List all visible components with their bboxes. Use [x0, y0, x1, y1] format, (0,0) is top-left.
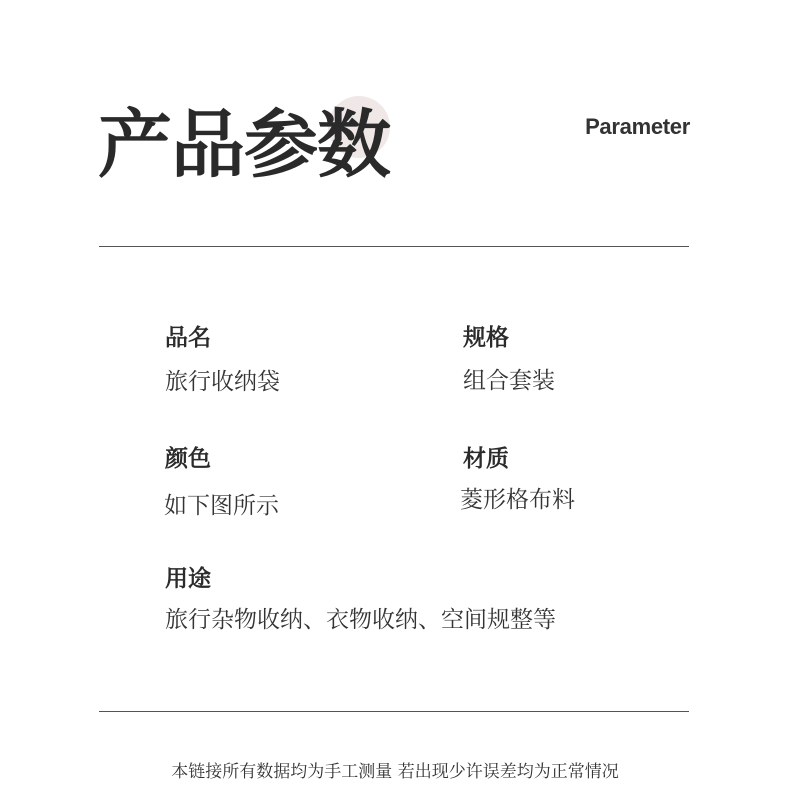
- top-divider: [99, 246, 689, 247]
- param-name-value: 旅行收纳袋: [165, 369, 280, 395]
- param-material-label: 材质: [463, 446, 509, 472]
- param-usage-value: 旅行杂物收纳、衣物收纳、空间规整等: [165, 607, 556, 633]
- param-color-label: 颜色: [165, 446, 211, 472]
- param-color-value: 如下图所示: [164, 493, 279, 519]
- measurement-note: 本链接所有数据均为手工测量 若出现少许误差均为正常情况: [171, 762, 619, 782]
- param-usage-label: 用途: [165, 566, 211, 592]
- param-material-value: 菱形格布料: [460, 487, 575, 513]
- page-subtitle: Parameter: [585, 114, 690, 139]
- bottom-divider: [99, 711, 689, 712]
- page-title: 产品参数: [98, 102, 390, 188]
- param-spec-label: 规格: [463, 325, 509, 351]
- param-name-label: 品名: [165, 325, 211, 351]
- param-spec-value: 组合套装: [463, 368, 555, 394]
